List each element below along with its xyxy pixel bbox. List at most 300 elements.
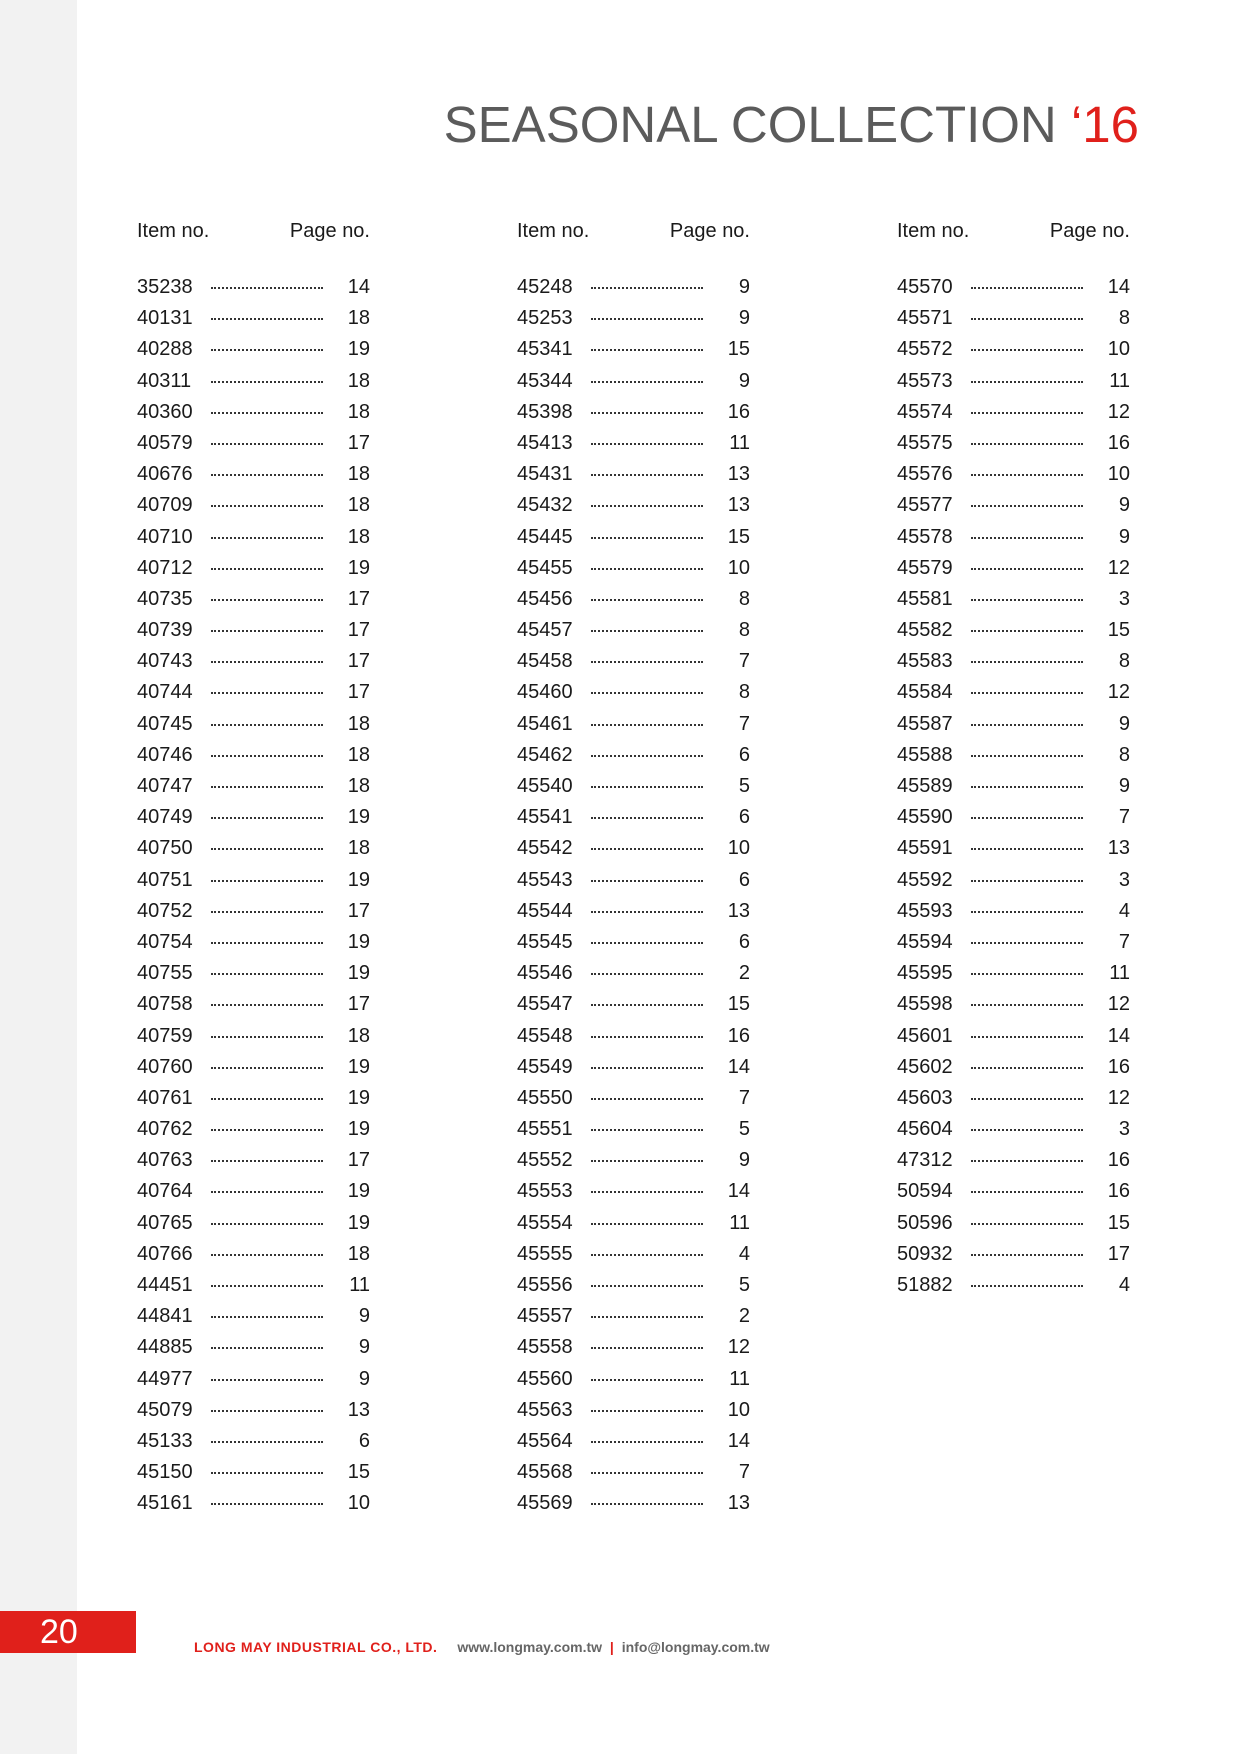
page-number: 19 — [347, 556, 370, 579]
item-number: 45594 — [897, 930, 953, 953]
index-row — [897, 1083, 1130, 1114]
item-number: 50932 — [897, 1242, 953, 1265]
dot-leader — [211, 1503, 323, 1505]
page-number: 9 — [358, 1367, 370, 1390]
item-number: 45558 — [517, 1336, 573, 1359]
dot-leader — [591, 568, 703, 570]
index-row — [137, 865, 370, 896]
item-number: 45555 — [517, 1242, 573, 1265]
page-no-heading: Page no. — [669, 220, 750, 242]
index-row — [897, 272, 1130, 303]
item-number: 50594 — [897, 1180, 953, 1203]
dot-leader — [971, 911, 1083, 913]
item-number: 45550 — [517, 1086, 573, 1109]
page-number: 9 — [1118, 525, 1130, 548]
index-row — [517, 334, 750, 365]
page-number: 13 — [1107, 837, 1130, 860]
item-number: 45341 — [517, 338, 573, 361]
page-number: 14 — [727, 1055, 750, 1078]
page-number: 19 — [347, 930, 370, 953]
item-number: 40754 — [137, 930, 193, 953]
item-number: 40755 — [137, 962, 193, 985]
index-row — [137, 303, 370, 334]
page-number: 18 — [347, 307, 370, 330]
index-row — [897, 1021, 1130, 1052]
page-number: 6 — [738, 868, 750, 891]
item-number: 40752 — [137, 899, 193, 922]
item-number: 45579 — [897, 556, 953, 579]
index-row — [137, 677, 370, 708]
dot-leader — [211, 1285, 323, 1287]
item-number: 45587 — [897, 712, 953, 735]
item-number: 45568 — [517, 1461, 573, 1484]
index-row — [137, 1457, 370, 1488]
index-row — [137, 1488, 370, 1519]
index-row — [517, 833, 750, 864]
page-number: 19 — [347, 1211, 370, 1234]
index-row — [137, 1114, 370, 1145]
dot-leader — [971, 1254, 1083, 1256]
item-number: 45456 — [517, 587, 573, 610]
index-row — [897, 709, 1130, 740]
dot-leader — [211, 474, 323, 476]
dot-leader — [211, 443, 323, 445]
item-number: 40739 — [137, 619, 193, 642]
page-number: 8 — [1118, 307, 1130, 330]
page-number: 18 — [347, 1024, 370, 1047]
dot-leader — [971, 786, 1083, 788]
page-number: 11 — [1109, 369, 1130, 392]
dot-leader — [591, 412, 703, 414]
dot-leader — [971, 1036, 1083, 1038]
index-row — [137, 1301, 370, 1332]
dot-leader — [591, 1223, 703, 1225]
index-row — [137, 709, 370, 740]
index-row — [517, 1021, 750, 1052]
item-number: 40761 — [137, 1086, 193, 1109]
index-row — [517, 1114, 750, 1145]
item-number: 40747 — [137, 775, 193, 797]
index-row — [517, 490, 750, 521]
dot-leader — [591, 1285, 703, 1287]
item-number: 45541 — [517, 806, 573, 829]
index-row — [517, 1083, 750, 1114]
page-number: 6 — [738, 930, 750, 953]
dot-leader — [211, 661, 323, 663]
item-number: 45593 — [897, 899, 953, 922]
index-row — [137, 1270, 370, 1301]
item-number: 45551 — [517, 1118, 573, 1141]
dot-leader — [211, 599, 323, 601]
dot-leader — [211, 568, 323, 570]
dot-leader — [211, 880, 323, 882]
dot-leader — [211, 692, 323, 694]
index-row — [517, 1145, 750, 1176]
page-number: 16 — [727, 400, 750, 423]
page-number: 17 — [1107, 1242, 1130, 1265]
dot-leader — [211, 1254, 323, 1256]
item-number: 40764 — [137, 1180, 193, 1203]
item-number: 35238 — [137, 276, 193, 298]
index-row — [517, 989, 750, 1020]
index-row — [517, 1332, 750, 1363]
index-row — [137, 428, 370, 459]
dot-leader — [211, 1379, 323, 1381]
dot-leader — [591, 817, 703, 819]
dot-leader — [211, 1129, 323, 1131]
dot-leader — [971, 630, 1083, 632]
item-number: 45549 — [517, 1055, 573, 1078]
index-row — [897, 927, 1130, 958]
page-number: 4 — [1118, 899, 1130, 922]
index-row — [137, 584, 370, 615]
dot-leader — [971, 848, 1083, 850]
item-number: 45543 — [517, 868, 573, 891]
index-row — [897, 646, 1130, 677]
index-row — [517, 366, 750, 397]
item-no-heading: Item no. — [517, 220, 590, 242]
dot-leader — [971, 1098, 1083, 1100]
index-row — [517, 522, 750, 553]
index-row — [897, 677, 1130, 708]
index-row — [897, 366, 1130, 397]
page-number: 8 — [1118, 743, 1130, 766]
page-number: 15 — [347, 1461, 370, 1484]
item-number: 45133 — [137, 1429, 193, 1452]
index-row — [517, 1488, 750, 1519]
item-number: 45460 — [517, 681, 573, 704]
item-number: 40751 — [137, 868, 193, 891]
page-number: 19 — [347, 868, 370, 891]
page-number: 17 — [347, 993, 370, 1016]
dot-leader — [591, 1441, 703, 1443]
email-link[interactable]: info@longmay.com.tw — [621, 1639, 770, 1655]
index-row — [137, 1426, 370, 1457]
dot-leader — [211, 1160, 323, 1162]
index-row — [517, 802, 750, 833]
item-number: 45582 — [897, 619, 953, 642]
index-row — [897, 428, 1130, 459]
dot-leader — [591, 692, 703, 694]
item-number: 45590 — [897, 806, 953, 829]
page-number: 19 — [347, 962, 370, 985]
page-number: 13 — [727, 494, 750, 517]
dot-leader — [211, 1441, 323, 1443]
page-number: 16 — [1107, 1180, 1130, 1203]
index-row — [897, 397, 1130, 428]
page-number: 12 — [727, 1336, 750, 1359]
item-number: 45576 — [897, 463, 953, 486]
dot-leader — [591, 1191, 703, 1193]
item-number: 45432 — [517, 494, 573, 517]
item-number: 40765 — [137, 1211, 193, 1234]
index-row — [137, 833, 370, 864]
index-row — [137, 397, 370, 428]
dot-leader — [591, 1316, 703, 1318]
item-number: 40735 — [137, 587, 193, 610]
item-number: 40311 — [137, 369, 192, 392]
item-number: 40579 — [137, 431, 193, 454]
page-number: 5 — [738, 1118, 750, 1141]
dot-leader — [211, 1098, 323, 1100]
dot-leader — [591, 1067, 703, 1069]
dot-leader — [591, 537, 703, 539]
dot-leader — [211, 755, 323, 757]
item-number: 40709 — [137, 494, 193, 517]
index-row — [137, 334, 370, 365]
dot-leader — [591, 1254, 703, 1256]
page-number: 14 — [1107, 276, 1130, 298]
page-number: 2 — [738, 962, 750, 985]
dot-leader — [971, 724, 1083, 726]
website-link[interactable]: www.longmay.com.tw — [457, 1639, 603, 1655]
dot-leader — [211, 1316, 323, 1318]
dot-leader — [211, 1223, 323, 1225]
index-row — [137, 1021, 370, 1052]
dot-leader — [591, 1004, 703, 1006]
item-number: 45584 — [897, 681, 953, 704]
dot-leader — [971, 692, 1083, 694]
item-number: 44451 — [137, 1274, 193, 1296]
page-number: 17 — [347, 619, 370, 642]
item-number: 45581 — [897, 587, 953, 610]
index-row — [517, 615, 750, 646]
dot-leader — [211, 505, 323, 507]
index-row — [897, 584, 1130, 615]
dot-leader — [971, 1223, 1083, 1225]
index-row — [897, 1239, 1130, 1270]
page-number: 15 — [1107, 1211, 1130, 1234]
dot-leader — [971, 412, 1083, 414]
column-header — [897, 220, 1130, 248]
dot-leader — [211, 1004, 323, 1006]
page-number: 6 — [738, 743, 750, 766]
item-number: 45431 — [517, 463, 573, 486]
dot-leader — [211, 817, 323, 819]
index-row — [897, 1208, 1130, 1239]
dot-leader — [211, 786, 323, 788]
item-number: 45253 — [517, 307, 573, 330]
dot-leader — [591, 880, 703, 882]
page-number: 9 — [358, 1305, 370, 1328]
page-number: 12 — [1107, 400, 1130, 423]
index-row — [897, 1270, 1130, 1301]
column-header — [517, 220, 750, 248]
page-number: 7 — [1118, 806, 1130, 829]
item-number: 45571 — [897, 307, 953, 330]
dot-leader — [211, 1347, 323, 1349]
index-row — [517, 1208, 750, 1239]
dot-leader — [591, 661, 703, 663]
dot-leader — [971, 287, 1083, 289]
dot-leader — [211, 973, 323, 975]
item-number: 50596 — [897, 1211, 953, 1234]
dot-leader — [211, 1410, 323, 1412]
page-number: 15 — [1107, 619, 1130, 642]
page-number: 14 — [727, 1429, 750, 1452]
item-number: 40763 — [137, 1149, 193, 1172]
dot-leader — [211, 1067, 323, 1069]
footer-separator: | — [609, 1639, 614, 1655]
page-number: 10 — [1107, 338, 1130, 361]
item-number: 45583 — [897, 650, 953, 673]
dot-leader — [591, 1129, 703, 1131]
index-row — [897, 490, 1130, 521]
index-row — [897, 989, 1130, 1020]
page-number: 3 — [1118, 1118, 1130, 1141]
item-number: 45574 — [897, 400, 953, 423]
index-rows — [517, 272, 750, 1520]
index-row — [897, 615, 1130, 646]
item-number: 45589 — [897, 775, 953, 797]
dot-leader — [971, 755, 1083, 757]
index-row — [517, 303, 750, 334]
index-row — [517, 553, 750, 584]
dot-leader — [591, 630, 703, 632]
item-number: 45445 — [517, 525, 573, 548]
page-number: 9 — [738, 369, 750, 392]
dot-leader — [211, 1036, 323, 1038]
dot-leader — [971, 443, 1083, 445]
dot-leader — [971, 942, 1083, 944]
item-number: 45575 — [897, 431, 953, 454]
dot-leader — [211, 1472, 323, 1474]
page-number: 13 — [727, 1492, 750, 1515]
index-rows — [897, 272, 1130, 1301]
item-number: 45457 — [517, 619, 573, 642]
dot-leader — [591, 287, 703, 289]
dot-leader — [971, 661, 1083, 663]
page-number: 18 — [347, 369, 370, 392]
item-number: 45557 — [517, 1305, 573, 1328]
page-number: 9 — [1118, 775, 1130, 797]
page-number: 19 — [347, 806, 370, 829]
page-number: 10 — [347, 1492, 370, 1515]
item-number: 45161 — [137, 1492, 193, 1515]
dot-leader — [211, 287, 323, 289]
page-number: 12 — [1107, 681, 1130, 704]
item-number: 45591 — [897, 837, 953, 860]
item-number: 45569 — [517, 1492, 573, 1515]
page-number: 6 — [358, 1429, 370, 1452]
item-number: 40745 — [137, 712, 193, 735]
index-row — [517, 646, 750, 677]
item-number: 45556 — [517, 1274, 573, 1296]
page-number: 16 — [1107, 431, 1130, 454]
index-row — [517, 1052, 750, 1083]
page-number: 18 — [347, 712, 370, 735]
item-number: 40288 — [137, 338, 193, 361]
dot-leader — [211, 318, 323, 320]
dot-leader — [591, 443, 703, 445]
page-number: 18 — [347, 743, 370, 766]
page-number: 9 — [1118, 494, 1130, 517]
item-number: 45554 — [517, 1211, 573, 1234]
item-number: 45560 — [517, 1367, 573, 1390]
index-row — [517, 1270, 750, 1301]
page-number: 16 — [727, 1024, 750, 1047]
index-row — [897, 334, 1130, 365]
index-row — [137, 1239, 370, 1270]
page-number: 10 — [727, 837, 750, 860]
dot-leader — [211, 1191, 323, 1193]
page-number: 18 — [347, 837, 370, 860]
item-number: 40712 — [137, 556, 193, 579]
dot-leader — [591, 724, 703, 726]
page-number: 18 — [347, 525, 370, 548]
item-number: 45540 — [517, 775, 573, 797]
index-row — [897, 1114, 1130, 1145]
item-number: 45079 — [137, 1398, 193, 1421]
page-number: 11 — [349, 1274, 370, 1296]
dot-leader — [591, 942, 703, 944]
page-number: 4 — [738, 1242, 750, 1265]
item-number: 51882 — [897, 1274, 953, 1296]
item-number: 45544 — [517, 899, 573, 922]
item-number: 44885 — [137, 1336, 193, 1359]
dot-leader — [211, 537, 323, 539]
index-row — [137, 1395, 370, 1426]
item-number: 40360 — [137, 400, 193, 423]
index-row — [897, 896, 1130, 927]
page-number: 7 — [738, 712, 750, 735]
index-row — [517, 709, 750, 740]
index-row — [517, 958, 750, 989]
page-number: 9 — [738, 276, 750, 298]
page-number: 15 — [727, 338, 750, 361]
side-strip — [0, 0, 77, 1754]
dot-leader — [971, 505, 1083, 507]
page-number: 11 — [1109, 962, 1130, 985]
index-row — [897, 553, 1130, 584]
index-row — [897, 865, 1130, 896]
page-number: 19 — [347, 1055, 370, 1078]
company-name: LONG MAY INDUSTRIAL CO., LTD. — [194, 1639, 438, 1655]
dot-leader — [971, 817, 1083, 819]
dot-leader — [591, 381, 703, 383]
index-row — [137, 1208, 370, 1239]
page-number: 17 — [347, 650, 370, 673]
dot-leader — [971, 1191, 1083, 1193]
dot-leader — [591, 911, 703, 913]
index-row — [517, 1395, 750, 1426]
title-year: ‘16 — [1070, 96, 1139, 153]
item-number: 45564 — [517, 1429, 573, 1452]
index-row — [137, 615, 370, 646]
page-number: 8 — [738, 681, 750, 704]
item-number: 40760 — [137, 1055, 193, 1078]
page-number: 13 — [727, 463, 750, 486]
dot-leader — [211, 412, 323, 414]
item-number: 40750 — [137, 837, 193, 860]
item-number: 45573 — [897, 369, 953, 392]
page-number: 7 — [738, 1086, 750, 1109]
dot-leader — [591, 1347, 703, 1349]
dot-leader — [971, 599, 1083, 601]
item-number: 45577 — [897, 494, 953, 517]
dot-leader — [971, 1285, 1083, 1287]
page-number: 10 — [727, 556, 750, 579]
page-number: 17 — [347, 681, 370, 704]
page-number: 8 — [738, 587, 750, 610]
page-number: 18 — [347, 775, 370, 797]
index-row — [517, 1426, 750, 1457]
item-number: 45547 — [517, 993, 573, 1016]
item-number: 40746 — [137, 743, 193, 766]
index-row — [897, 1176, 1130, 1207]
item-number: 40710 — [137, 525, 193, 548]
item-number: 45462 — [517, 743, 573, 766]
